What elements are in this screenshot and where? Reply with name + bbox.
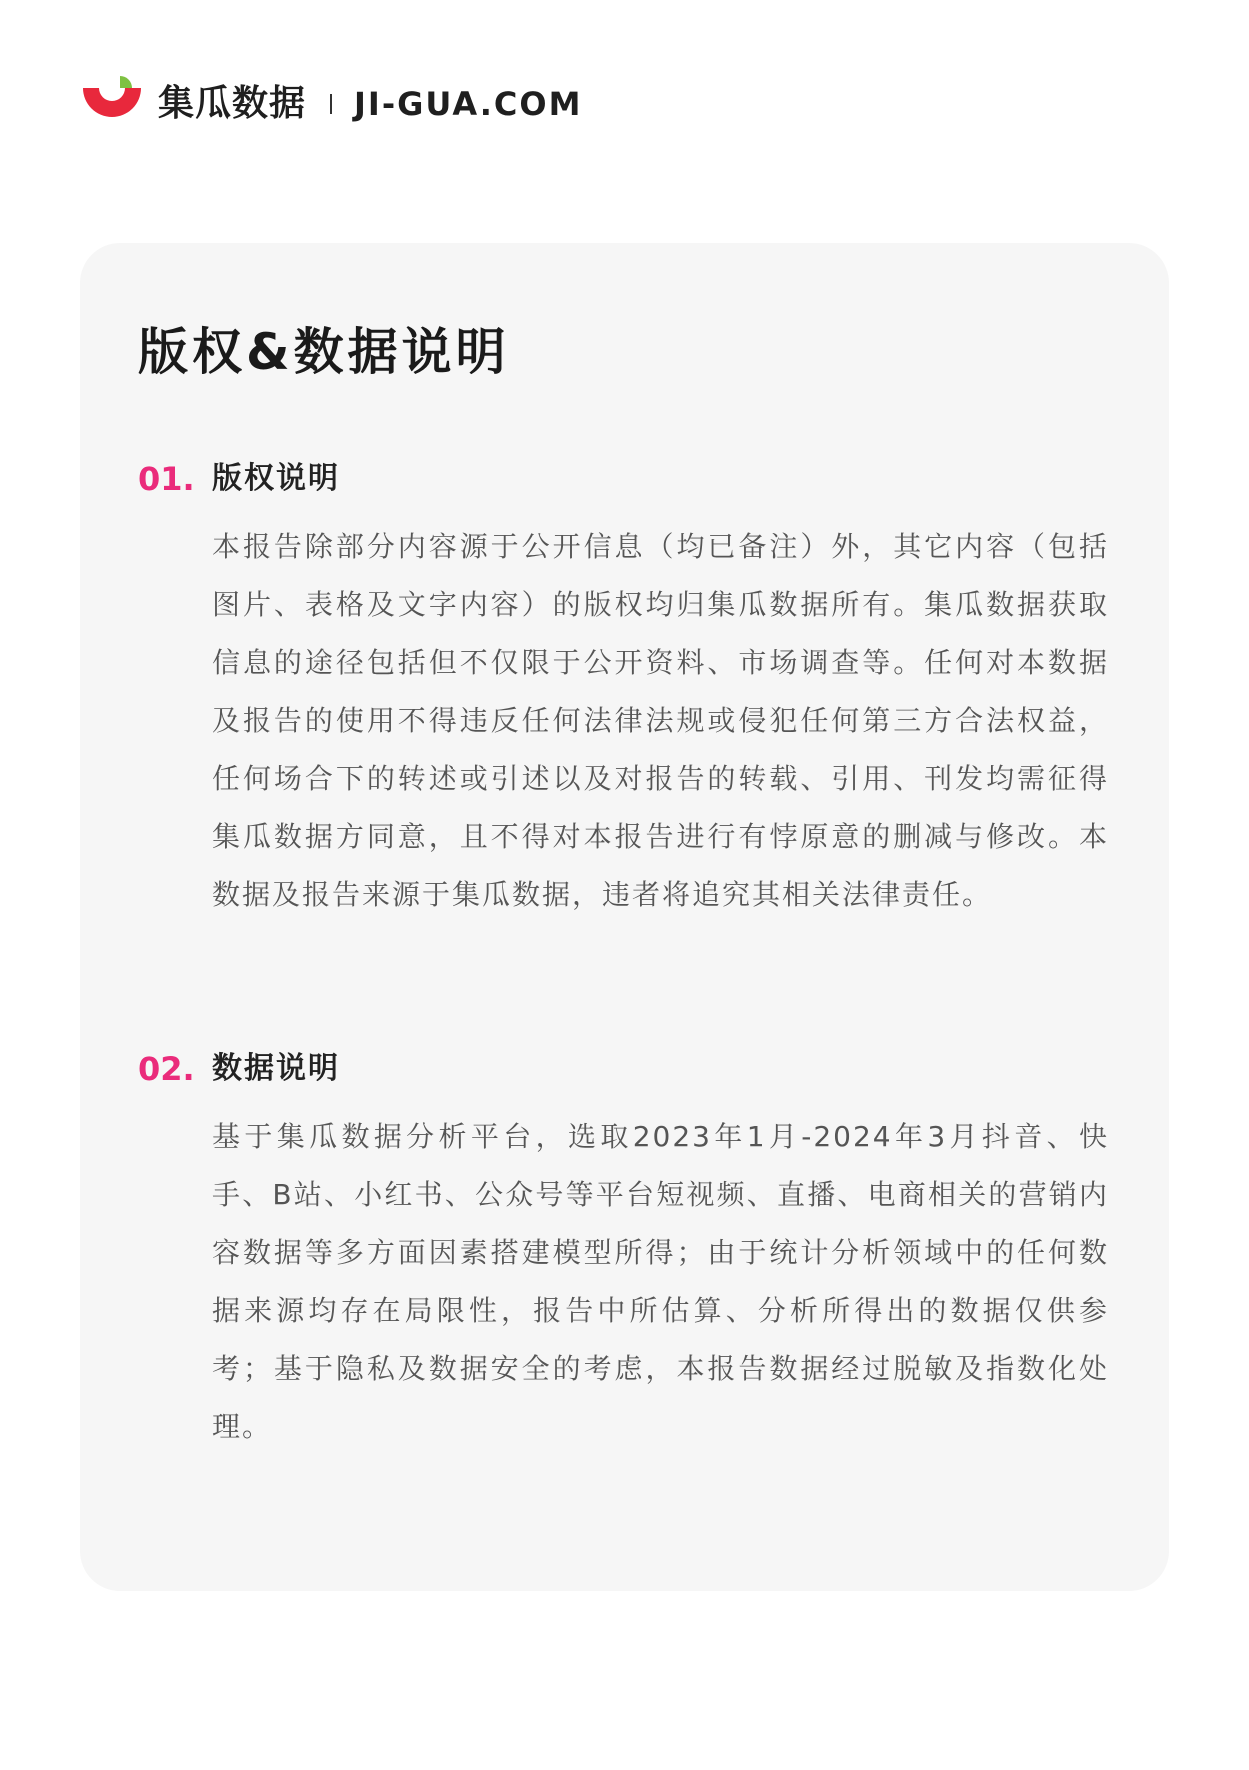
section-body: 本报告除部分内容源于公开信息（均已备注）外，其它内容（包括图片、表格及文字内容）的版权均归集瓜数据所有。集瓜数据获取信息的途径包括但不仅限于公开资料、市场调查等。任何对本数据及报告的使用不得违反任何法律法规或侵犯任何第三方合法权益，任何场合下的转述或引述以及对报告的转载、引用、刊发均需征得集瓜数据方同意，且不得对本报告进行有悖原意的删减与修改。本数据及报告来源于集瓜数据，违者将追究其相关法律责任。 (212, 530, 1109, 911)
page-title: 版权&数据说明 (138, 323, 510, 381)
section-data-note (138, 1048, 1138, 1456)
brand-url: JI-GUA.COM (354, 85, 583, 123)
section-title: 数据说明 (212, 1051, 340, 1086)
brand-header (80, 76, 582, 132)
brand-name: 集瓜数据 (158, 83, 307, 124)
section-heading (138, 1048, 1138, 1090)
jigua-logo-icon (80, 76, 146, 132)
section-number: 01. (138, 460, 195, 498)
section-heading (138, 458, 1138, 500)
section-copyright (138, 458, 1138, 924)
section-body: 基于集瓜数据分析平台，选取2023年1月-2024年3月抖音、快手、B站、小红书、公众号等平台短视频、直播、电商相关的营销内容数据等多方面因素搭建模型所得；由于统计分析领域中的任何数据来源均存在局限性，报告中所估算、分析所得出的数据仅供参考；基于隐私及数据安全的考虑，本报告数据经过脱敏及指数化处理。 (212, 1120, 1109, 1443)
content-card (80, 243, 1169, 1591)
brand-divider (330, 94, 332, 114)
section-number: 02. (138, 1050, 195, 1088)
section-title: 版权说明 (212, 461, 340, 496)
